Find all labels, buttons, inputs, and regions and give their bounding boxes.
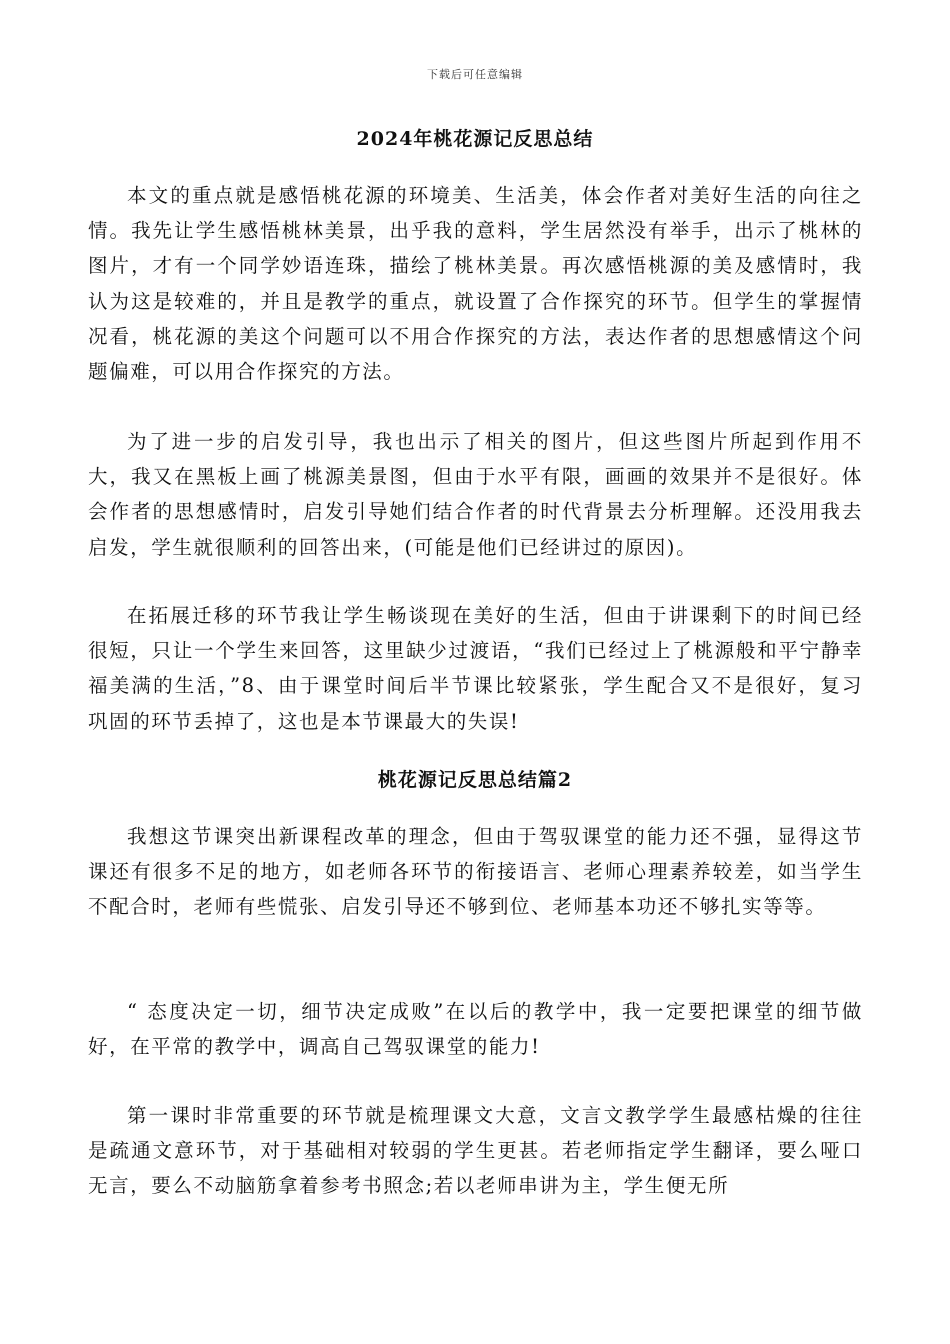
- section-title: 桃花源记反思总结篇2: [377, 769, 573, 791]
- paragraph: 为了进一步的启发引导，我也出示了相关的图片，但这些图片所起到作用不大，我又在黑板上画了桃源美景图，但由于水平有限，画画的效果并不是很好。体会作者的思想感情时，启发引导她们结合作者的时代背景去分析理解。还没用我去启发，学生就很顺利的回答出来，(可能是他们已经讲过的原因)。: [88, 430, 863, 559]
- paragraph: 本文的重点就是感悟桃花源的环境美、生活美，体会作者对美好生活的向往之情。我先让学生感悟桃林美景，出乎我的意料，学生居然没有举手，出示了桃林的图片，才有一个同学妙语连珠，描绘了桃林美景。再次感悟桃源的美及感情时，我认为这是较难的，并且是教学的重点，就设置了合作探究的环节。但学生的掌握情况看，桃花源的美这个问题可以不用合作探究的方法，表达作者的思想感情这个问题偏难，可以用合作探究的方法。: [88, 184, 863, 384]
- paragraph: 我想这节课突出新课程改革的理念，但由于驾驭课堂的能力还不强，显得这节课还有很多不足的地方，如老师各环节的衔接语言、老师心理素养较差，如当学生不配合时，老师有些慌张、启发引导还不够到位、老师基本功还不够扎实等等。: [88, 825, 863, 919]
- paragraph: 在拓展迁移的环节我让学生畅谈现在美好的生活，但由于讲课剩下的时间已经很短，只让一个学生来回答，这里缺少过渡语，“我们已经过上了桃源般和平宁静幸福美满的生活，”8、由于课堂时间后半节课比较紧张，学生配合又不是很好，复习巩固的环节丢掉了，这也是本节课最大的失误!: [88, 604, 863, 733]
- paragraph: “ 态度决定一切，细节决定成败”在以后的教学中，我一定要把课堂的细节做好，在平常的教学中，调高自己驾驭课堂的能力!: [88, 1000, 863, 1059]
- section-title: 2024年桃花源记反思总结: [356, 128, 594, 150]
- header-note: 下载后可任意编辑: [427, 68, 523, 81]
- paragraph: 第一课时非常重要的环节就是梳理课文大意，文言文教学学生最感枯燥的往往是疏通文意环节，对于基础相对较弱的学生更甚。若老师指定学生翻译，要么哑口无言，要么不动脑筋拿着参考书照念;若以老师串讲为主，学生便无所: [88, 1104, 863, 1198]
